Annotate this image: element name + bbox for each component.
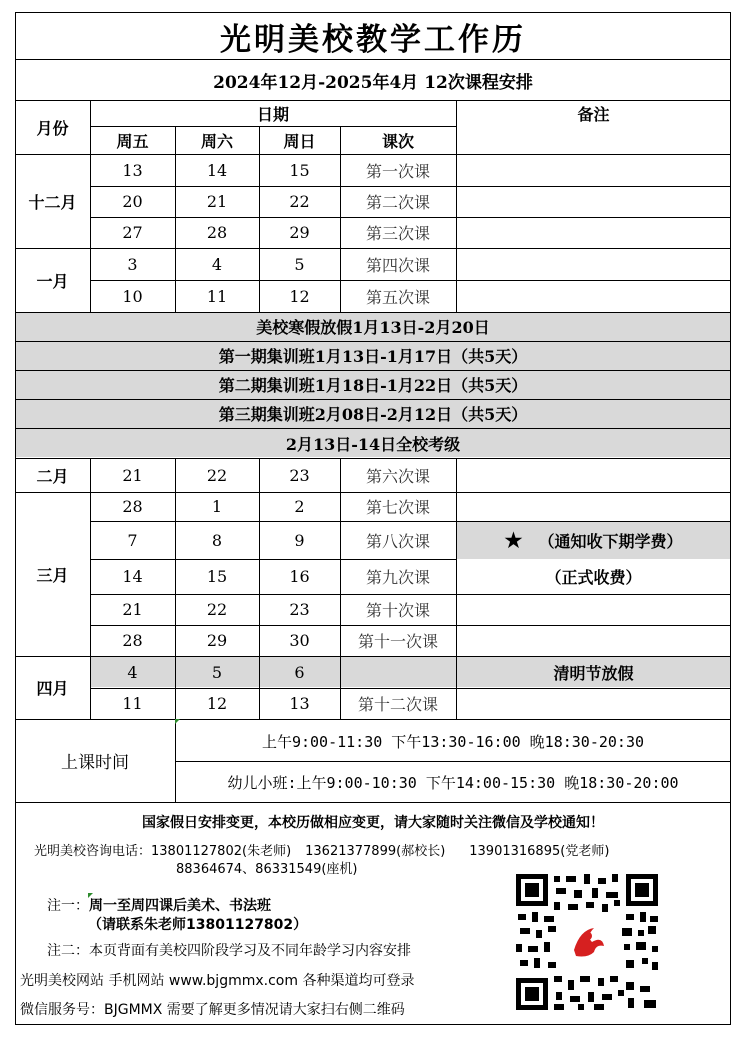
exam-banner: 2月13日-14日全校考级 (285, 434, 461, 454)
phone-hao[interactable]: 13621377899(郝校长) (305, 844, 446, 859)
date-fri: 21 (122, 465, 143, 485)
header-sun: 周日 (283, 131, 316, 151)
month-december: 十二月 (28, 192, 77, 212)
date-sat: 15 (206, 567, 228, 586)
date-sat: 29 (206, 631, 228, 650)
holiday-change-notice: 国家假日安排变更，本校历做相应变更，请大家随时关注微信及学校通知！ (142, 815, 604, 831)
date-sat: 4 (211, 254, 223, 274)
landline-phones: 88364674、86331549(座机) (176, 862, 358, 877)
qr-code-icon[interactable] (514, 872, 660, 1012)
note-two: 注二：本页背面有美校四阶段学习及不同年龄学习内容安排 (47, 943, 411, 959)
date-fri: 10 (122, 286, 143, 306)
winter-break-banner: 美校寒假放假1月13日-2月20日 (256, 318, 490, 337)
date-sun: 9 (294, 530, 305, 550)
wechat-info: 微信服务号：BJGMMX 需要了解更多情况请大家扫右侧二维码 (20, 1002, 405, 1018)
lesson-label: 第二次课 (365, 193, 430, 212)
lesson-label: 第五次课 (365, 287, 430, 307)
note-one-line-1: 周一至周四课后美术、书法班 (89, 898, 271, 914)
date-sun: 2 (294, 497, 305, 516)
month-april: 四月 (36, 679, 69, 698)
date-sun: 16 (289, 567, 310, 586)
page-title: 光明美校教学工作历 (220, 22, 526, 58)
phone-block (34, 843, 724, 861)
date-sat: 14 (206, 160, 228, 180)
month-february: 二月 (36, 466, 69, 486)
page-subtitle: 2024年12月-2025年4月 12次课程安排 (213, 72, 533, 93)
note-one-contact: （请联系朱老师13801127802） (88, 917, 308, 933)
month-march: 三月 (36, 565, 69, 585)
lesson-label: 第六次课 (365, 466, 430, 486)
header-note: 备注 (577, 104, 610, 124)
formal-charge-note: （正式收费） (545, 568, 642, 587)
date-fri: 14 (122, 567, 143, 586)
date-fri: 3 (127, 254, 138, 274)
note-one (47, 896, 271, 916)
date-sun: 22 (289, 192, 310, 211)
tuition-note-text: （通知收下期学费） (538, 531, 683, 551)
date-sat: 1 (211, 497, 223, 516)
date-fri: 28 (122, 497, 143, 516)
date-sat: 21 (206, 192, 228, 211)
date-sun: 29 (289, 223, 310, 242)
lesson-label: 第九次课 (365, 568, 430, 587)
date-sun: 30 (289, 631, 310, 650)
lesson-label: 第三次课 (365, 224, 430, 243)
date-sat: 5 (211, 662, 223, 682)
phone-label: 光明美校咨询电话： (34, 844, 152, 859)
date-fri: 7 (127, 530, 138, 550)
month-january: 一月 (36, 271, 69, 291)
date-sat: 22 (206, 465, 228, 485)
date-sat: 8 (211, 530, 223, 550)
date-fri: 28 (122, 631, 143, 650)
date-fri: 21 (122, 600, 143, 619)
header-lesson: 课次 (381, 131, 414, 151)
header-sat: 周六 (200, 131, 233, 151)
date-sun: 5 (294, 254, 305, 274)
date-fri: 20 (122, 192, 143, 211)
training-session-2: 第二期集训班1月18日-1月22日（共5天） (218, 376, 528, 395)
header-month: 月份 (36, 118, 69, 138)
lesson-label (340, 656, 456, 688)
date-fri: 4 (127, 662, 138, 682)
schedule-label: 上课时间 (61, 753, 129, 773)
phone-zhu[interactable]: 13801127802(朱老师) (151, 844, 292, 859)
date-sat: 28 (206, 223, 228, 242)
lesson-label: 第一次课 (365, 161, 430, 181)
qingming-holiday-note: 清明节放假 (553, 663, 634, 683)
date-sun: 6 (294, 662, 305, 682)
date-fri: 11 (122, 694, 143, 713)
date-sun: 13 (289, 694, 310, 713)
lesson-label: 第四次课 (365, 255, 430, 275)
date-sat: 22 (206, 600, 228, 619)
note-one-label: 注一： (47, 898, 89, 914)
date-fri: 27 (122, 223, 143, 242)
website-info: 光明美校网站 手机网站 www.bjgmmx.com 各种渠道均可登录 (20, 973, 415, 989)
tuition-note (456, 521, 731, 559)
date-sun: 15 (289, 160, 310, 180)
date-sun: 23 (289, 600, 310, 619)
schedule-line-1: 上午9:00-11:30 下午13:30-16:00 晚18:30-20:30 (261, 732, 645, 751)
header-date: 日期 (256, 104, 289, 124)
lesson-label: 第八次课 (365, 531, 430, 551)
date-sun: 23 (289, 465, 310, 485)
training-session-1: 第一期集训班1月13日-1月17日（共5天） (218, 347, 528, 366)
training-session-3: 第三期集训班2月08日-2月12日（共5天） (218, 405, 528, 424)
lesson-label: 第七次课 (365, 498, 430, 517)
date-fri: 13 (122, 160, 143, 180)
star-icon: ★ (504, 528, 523, 552)
phone-dang[interactable]: 13901316895(党老师) (469, 844, 610, 859)
date-sat: 11 (206, 286, 228, 306)
lesson-label: 第十一次课 (357, 632, 438, 651)
lesson-label: 第十次课 (365, 601, 430, 620)
date-sat: 12 (206, 694, 228, 713)
lesson-label: 第十二次课 (357, 695, 438, 714)
date-sun: 12 (289, 286, 310, 306)
schedule-line-2: 幼儿小班:上午9:00-10:30 下午14:00-15:30 晚18:30-20:00 (227, 773, 679, 792)
header-fri: 周五 (116, 131, 149, 151)
